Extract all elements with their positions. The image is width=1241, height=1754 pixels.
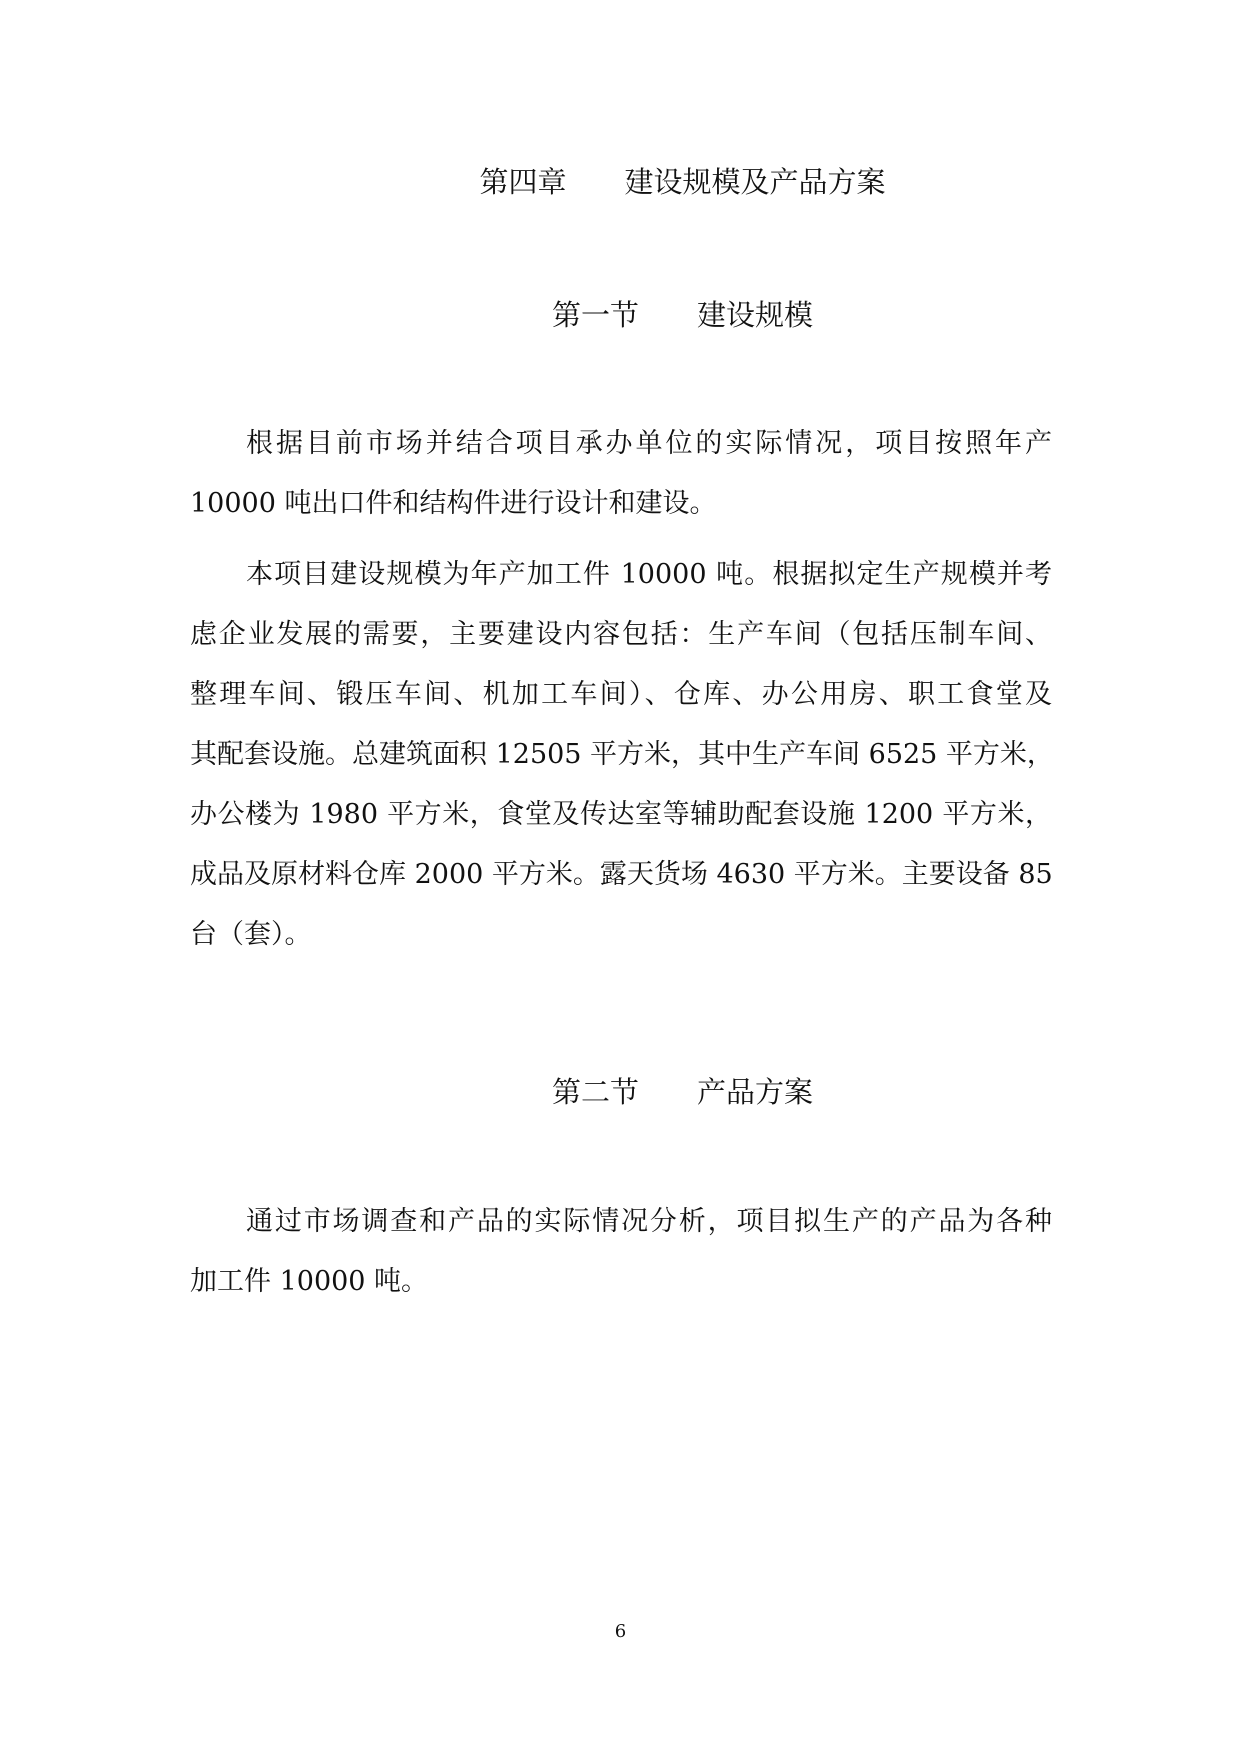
paragraph-line: 虑企业发展的需要，主要建设内容包括：生产车间（包括压制车间、 (190, 619, 1052, 650)
paragraph-line: 通过市场调查和产品的实际情况分析，项目拟生产的产品为各种 (246, 1206, 1052, 1237)
paragraph-line: 成品及原材料仓库 2000 平方米。露天货场 4630 平方米。主要设备 85 (190, 859, 1053, 890)
paragraph-line: 根据目前市场并结合项目承办单位的实际情况，项目按照年产 (246, 428, 1052, 459)
section-2-paragraph-1 (190, 1192, 1052, 1312)
section-1-heading (62, 295, 1241, 335)
section-1-title: 建设规模 (697, 298, 814, 332)
paragraph-line: 本项目建设规模为年产加工件 10000 吨。根据拟定生产规模并考 (246, 559, 1052, 590)
section-2-heading (62, 1072, 1241, 1112)
page-number: 6 (614, 1621, 627, 1642)
section-2-number: 第二节 (551, 1075, 639, 1109)
paragraph-line: 整理车间、锻压车间、机加工车间）、仓库、办公用房、职工食堂及 (190, 679, 1052, 710)
paragraph-line: 其配套设施。总建筑面积 12505 平方米，其中生产车间 6525 平方米， (190, 739, 1054, 770)
chapter-number: 第四章 (479, 165, 567, 199)
section-1-number: 第一节 (551, 298, 639, 332)
chapter-title: 建设规模及产品方案 (624, 165, 886, 199)
paragraph-line: 加工件 10000 吨。 (190, 1266, 429, 1297)
chapter-heading (62, 162, 1241, 202)
paragraph-line: 10000 吨出口件和结构件进行设计和建设。 (190, 488, 717, 519)
paragraph-line: 台（套）。 (190, 919, 312, 950)
section-1-paragraph-1 (190, 414, 1052, 534)
paragraph-line: 办公楼为 1980 平方米，食堂及传达室等辅助配套设施 1200 平方米， (190, 799, 1052, 830)
section-2-title: 产品方案 (697, 1075, 814, 1109)
section-1-paragraph-2 (190, 545, 1052, 965)
